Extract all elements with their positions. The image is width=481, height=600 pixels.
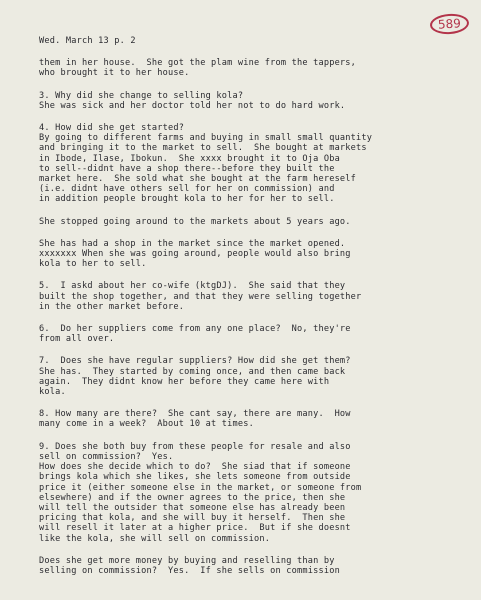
typed-notes [39,36,459,588]
paragraph: 7. Does she have regular suppliers? How did she get them? She has. They started by coming once, and then came back again. They didnt know her before they came here with kola. [39,356,351,398]
paragraph: 6. Do her suppliers come from any one place? No, they're from all over. [39,324,351,345]
page-number-stamp: 589 [429,13,469,36]
page-header: Wed. March 13 p. 2 [39,36,136,46]
paragraph: 9. Does she both buy from these people for resale and also sell on commission? Yes. How does she decide which to do? She siad that if someone brings kola which she likes, she lets someone from outside price it (either someone else in the market, or someone from elsewhere) and if the owner agrees to the price, then she will tell the outsider that someone else has already been pricing that kola, and she will buy it herself. Then she will resell it later at a higher price. But if she doesnt like the kola, she will sell on commission. [39,441,362,544]
paragraph: 4. How did she get started? By going to different farms and buying in small small quantity and bringing it to the market to sell. She bought at markets in Ibode, Ilase, Ibokun. She xxxx brought it to Oja Oba to sell--didnt have a shop there--before they built the market here. She sold what she bought at the farm hereself (i.e. didnt have others sell for her on commission) and in addition people brought kola to her for her to sell. [39,123,373,205]
paragraph: 8. How many are there? She cant say, there are many. How many come in a week? About 10 at times. [39,409,351,430]
paragraph: 5. I askd about her co-wife (ktgDJ). She said that they built the shop together, and that they were selling together in the other market before. [39,281,362,312]
paragraph: Does she get more money by buying and reselling than by selling on commission? Yes. If she sells on commission [39,555,340,576]
paragraph: She stopped going around to the markets about 5 years ago. [39,216,351,227]
paragraph: She has had a shop in the market since the market opened. xxxxxxx When she was going around, people would also bring kola to her to sell. [39,238,351,270]
paragraph: them in her house. She got the plam wine from the tappers, who brought it to her house. [39,58,357,79]
paragraph: 3. Why did she change to selling kola? She was sick and her doctor told her not to do hard work. [39,90,346,111]
